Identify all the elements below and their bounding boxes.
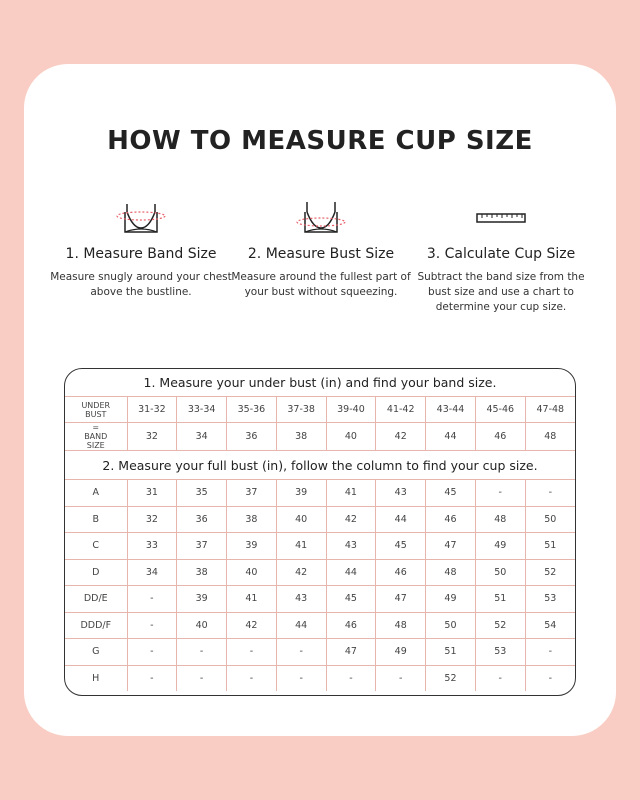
cup-label: C	[65, 533, 127, 560]
bust-size-cell: 38	[227, 506, 277, 533]
under-bust-cell: 37-38	[276, 397, 326, 423]
cup-row	[65, 665, 575, 691]
cup-row	[65, 559, 575, 586]
bust-size-cell: -	[177, 665, 227, 691]
step-calculate	[406, 196, 596, 315]
cup-label: DD/E	[65, 586, 127, 613]
bust-size-cell: 52	[525, 559, 575, 586]
step-heading: 1. Measure Band Size	[65, 246, 217, 262]
bust-size-cell: 47	[376, 586, 426, 613]
step-bust-size	[226, 196, 416, 300]
bust-size-cell: 47	[326, 639, 376, 666]
band-size-row	[65, 423, 575, 451]
band-size-cell: 42	[376, 423, 426, 451]
bust-size-cell: -	[227, 639, 277, 666]
bust-size-cell: -	[276, 665, 326, 691]
bust-size-cell: 49	[475, 533, 525, 560]
band-size-cell: 44	[426, 423, 476, 451]
cup-row	[65, 612, 575, 639]
bust-size-cell: 33	[127, 533, 177, 560]
under-bust-cell: 45-46	[475, 397, 525, 423]
bust-size-cell: 42	[227, 612, 277, 639]
bust-size-cell: 53	[525, 586, 575, 613]
bust-size-cell: 40	[276, 506, 326, 533]
under-bust-cell: 47-48	[525, 397, 575, 423]
cup-row	[65, 533, 575, 560]
bust-size-cell: 40	[177, 612, 227, 639]
bust-size-cell: 49	[426, 586, 476, 613]
cup-label: B	[65, 506, 127, 533]
instruction-cup: 2. Measure your full bust (in), follow the column to find your cup size.	[65, 451, 575, 480]
bust-size-cell: 37	[177, 533, 227, 560]
band-size-cell: 48	[525, 423, 575, 451]
bust-size-cell: 38	[177, 559, 227, 586]
bust-size-cell: 51	[525, 533, 575, 560]
under-bust-cell: 43-44	[426, 397, 476, 423]
size-chart	[64, 368, 576, 696]
instruction-band: 1. Measure your under bust (in) and find your band size.	[65, 369, 575, 397]
step-heading: 2. Measure Bust Size	[247, 246, 395, 262]
bra-bust-icon	[226, 196, 416, 240]
bust-size-cell: -	[525, 480, 575, 507]
bust-size-cell: 43	[376, 480, 426, 507]
bust-size-cell: 51	[475, 586, 525, 613]
bust-size-cell: 39	[177, 586, 227, 613]
step-text: Measure around the fullest part of your bust without squeezing.	[231, 271, 411, 298]
band-size-cell: 46	[475, 423, 525, 451]
bust-size-cell: 42	[276, 559, 326, 586]
bust-size-cell: 42	[326, 506, 376, 533]
bust-size-cell: -	[127, 665, 177, 691]
page-title: HOW TO MEASURE CUP SIZE	[107, 126, 533, 156]
bust-size-cell: 54	[525, 612, 575, 639]
bust-size-cell: -	[177, 639, 227, 666]
bust-size-cell: -	[276, 639, 326, 666]
bust-size-cell: 52	[426, 665, 476, 691]
band-size-cell: 40	[326, 423, 376, 451]
bra-band-icon	[46, 196, 236, 240]
cup-label: D	[65, 559, 127, 586]
bust-size-cell: 35	[177, 480, 227, 507]
band-size-cell: 36	[227, 423, 277, 451]
ruler-icon	[406, 196, 596, 240]
under-bust-cell: 35-36	[227, 397, 277, 423]
bust-size-cell: 44	[276, 612, 326, 639]
bust-size-cell: 43	[276, 586, 326, 613]
bust-size-cell: -	[326, 665, 376, 691]
band-size-label: = BAND SIZE	[65, 423, 127, 451]
band-size-cell: 32	[127, 423, 177, 451]
bust-size-cell: 31	[127, 480, 177, 507]
bust-size-cell: 46	[376, 559, 426, 586]
bust-size-cell: 41	[276, 533, 326, 560]
bust-size-cell: 34	[127, 559, 177, 586]
step-text: Subtract the band size from the bust size and use a chart to determine your cup size.	[417, 271, 585, 313]
step-band-size	[46, 196, 236, 300]
under-bust-cell: 31-32	[127, 397, 177, 423]
cup-label: A	[65, 480, 127, 507]
bust-size-cell: 43	[326, 533, 376, 560]
bust-size-cell: 49	[376, 639, 426, 666]
bust-size-cell: 39	[227, 533, 277, 560]
bust-size-cell: -	[227, 665, 277, 691]
bust-size-cell: 44	[326, 559, 376, 586]
bust-size-cell: 48	[376, 612, 426, 639]
bust-size-cell: 48	[475, 506, 525, 533]
bust-size-cell: -	[525, 665, 575, 691]
under-bust-cell: 41-42	[376, 397, 426, 423]
cup-label: H	[65, 665, 127, 691]
bust-size-cell: 45	[326, 586, 376, 613]
under-bust-row	[65, 397, 575, 423]
bust-size-cell: 53	[475, 639, 525, 666]
bust-size-cell: -	[127, 586, 177, 613]
bust-size-cell: 50	[475, 559, 525, 586]
band-size-cell: 34	[177, 423, 227, 451]
bust-size-cell: 46	[426, 506, 476, 533]
bust-size-cell: -	[475, 665, 525, 691]
cup-row	[65, 480, 575, 507]
bust-size-cell: 41	[227, 586, 277, 613]
bust-size-cell: 47	[426, 533, 476, 560]
bust-size-cell: -	[525, 639, 575, 666]
bust-size-cell: 44	[376, 506, 426, 533]
cup-row	[65, 506, 575, 533]
bust-size-cell: 45	[426, 480, 476, 507]
cup-row	[65, 639, 575, 666]
bust-size-cell: -	[376, 665, 426, 691]
bust-size-cell: 48	[426, 559, 476, 586]
bust-size-cell: -	[475, 480, 525, 507]
under-bust-cell: 39-40	[326, 397, 376, 423]
bust-size-cell: 50	[426, 612, 476, 639]
bust-size-cell: 46	[326, 612, 376, 639]
bust-size-cell: 52	[475, 612, 525, 639]
bust-size-cell: -	[127, 612, 177, 639]
band-size-cell: 38	[276, 423, 326, 451]
info-card	[24, 64, 616, 736]
bust-size-cell: 45	[376, 533, 426, 560]
cup-label: G	[65, 639, 127, 666]
under-bust-cell: 33-34	[177, 397, 227, 423]
size-table	[65, 369, 575, 691]
cup-row	[65, 586, 575, 613]
bust-size-cell: -	[127, 639, 177, 666]
step-text: Measure snugly around your chest above the bustline.	[50, 271, 232, 298]
under-bust-label: UNDER BUST	[65, 397, 127, 423]
cup-label: DDD/F	[65, 612, 127, 639]
bust-size-cell: 37	[227, 480, 277, 507]
bust-size-cell: 32	[127, 506, 177, 533]
bust-size-cell: 40	[227, 559, 277, 586]
bust-size-cell: 41	[326, 480, 376, 507]
bust-size-cell: 51	[426, 639, 476, 666]
step-heading: 3. Calculate Cup Size	[426, 246, 576, 262]
bust-size-cell: 39	[276, 480, 326, 507]
bust-size-cell: 36	[177, 506, 227, 533]
bust-size-cell: 50	[525, 506, 575, 533]
